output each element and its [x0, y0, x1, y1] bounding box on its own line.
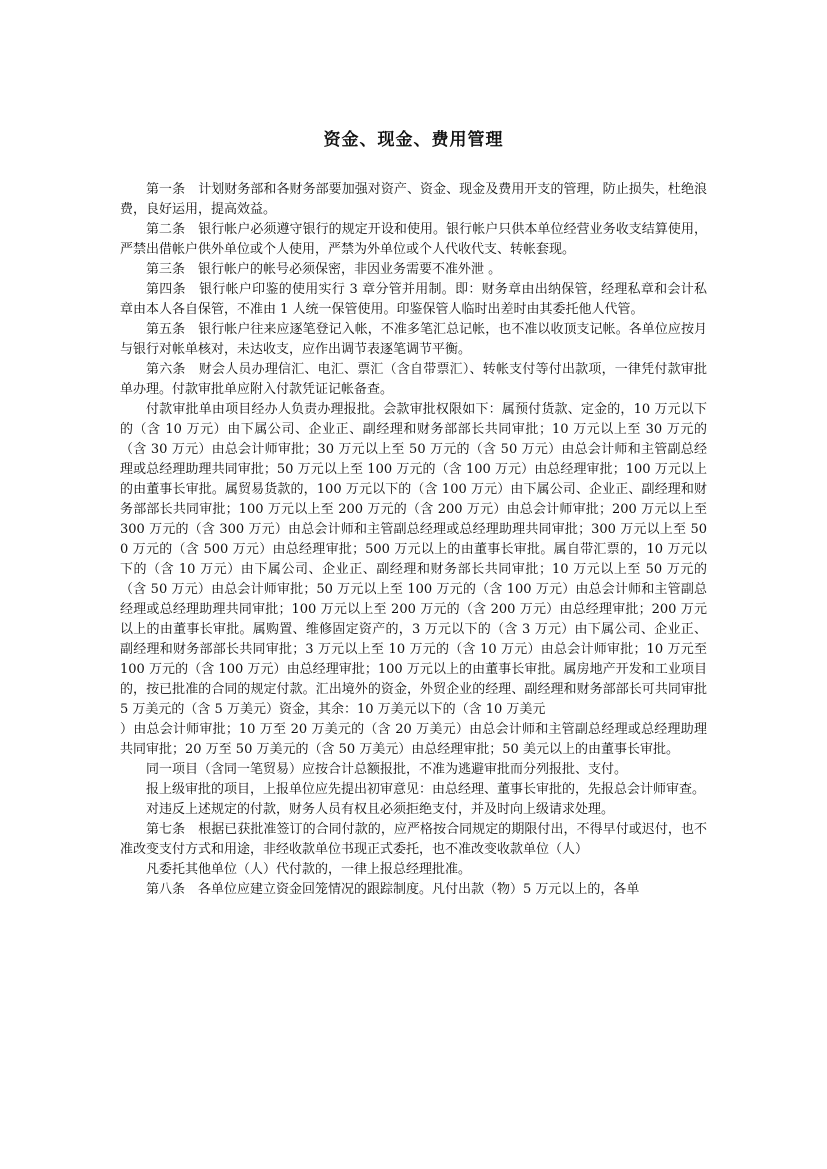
document-title: 资金、现金、费用管理 — [323, 130, 504, 150]
paragraph-entrusted-payment: 凡委托其他单位（人）代付款的，一律上报总经理批准。 — [146, 862, 472, 877]
paragraph-article-3: 第三条 银行帐户的帐号必须保密，非因业务需要不准外泄 。 — [146, 262, 502, 277]
paragraph-article-5: 第五条 银行帐户往来应逐笔登记入帐，不准多笔汇总记帐，也不准以收顶支记帐。各单位应按月与银行对帐单核对，未达收支，应作出调节表逐笔调节平衡。 — [120, 322, 707, 357]
paragraph-article-6: 第六条 财会人员办理信汇、电汇、票汇（含自带票汇）、转帐支付等付出款项，一律凭付款审批单办理。付款审批单应附入付款凭证记帐备查。 — [120, 362, 707, 397]
paragraph-article-1: 第一条 计划财务部和各财务部要加强对资产、资金、现金及费用开支的管理，防止损失，杜绝浪费，良好运用，提高效益。 — [120, 182, 707, 217]
paragraph-superior-approval: 报上级审批的项目，上报单位应先提出初审意见：由总经理、董事长审批的，先报总会计师审查。 — [146, 782, 706, 797]
paragraph-article-2: 第二条 银行帐户必须遵守银行的规定开设和使用。银行帐户只供本单位经营业务收支结算使用，严禁出借帐户供外单位或个人使用，严禁为外单位或个人代收代支、转帐套现。 — [120, 222, 707, 257]
paragraph-payment-approval-continued: ）由总会计师审批；10 万至 20 万美元的（含 20 万美元）由总会计师和主管副总经理或总经理助理共同审批；20 万至 50 万美元的（含 50 万美元）由总经理审批；50 美元以上的由董事长审批。 — [120, 722, 707, 757]
paragraph-article-7: 第七条 根据已获批准签订的合同付款的，应严格按合同规定的期限付出，不得早付或迟付，也不准改变支付方式和用途，非经收款单位书现正式委托，也不准改变收款单位（人） — [120, 822, 707, 857]
paragraph-payment-approval: 付款审批单由项目经办人负责办理报批。会款审批权限如下：属预付货款、定金的，10 万元以下的（含 10 万元）由下属公司、企业正、副经理和财务部部长共同审批；10 万元以上至 30 万元的（含 30 万元）由总会计师审批；30 万元以上至 50 万元的（含 50 万元）由总会计师和主管副总经理或总经理助理共同审批；50 万元以上至 100 万元的（含 100 万元）由总经理审批；100 万元以上的由董事长审批。属贸易货款的，100 万元以下的（含 100 万元）由下属公司、企业正、副经理和财务部部长共同审批；100 万元以上至 200 万元的（含 200 万元）由总会计师审批；200 万元以上至 300 万元的（含 300 万元）由总会计师和主管副总经理或总经理助理共同审批；300 万元以上至 500 万元的（含 500 万元）由总经理审批；500 万元以上的由董事长审批。属自带汇票的，10 万元以下的（含 10 万元）由下属公司、企业正、副经理和财务部长共同审批；10 万元以上至 50 万元的（含 50 万元）由总会计师审批；50 万元以上至 100 万元的（含 100 万元）由总会计师和主管副总经理或总经理助理共同审批；100 万元以上至 200 万元的（含 200 万元）由总经理审批；200 万元以上的由董事长审批。属购置、维修固定资产的，3 万元以下的（含 3 万元）由下属公司、企业正、副经理和财务部部长共同审批；3 万元以上至 10 万元的（含 10 万元）由总会计师审批；10 万元至 100 万元的（含 100 万元）由总经理审批；100 万元以上的由董事长审批。属房地产开发和工业项目的，按已批准的合同的规定付款。汇出境外的资金，外贸企业的经理、副经理和财务部部长可共同审批 5 万美元的（含 5 万美元）资金，其余：10 万美元以下的（含 10 万美元 — [120, 402, 707, 717]
paragraph-article-4: 第四条 银行帐户印鉴的使用实行 3 章分管并用制。即：财务章由出纳保管，经理私章和会计私章由本人各自保管，不准由 1 人统一保管使用。印鉴保管人临时出差时由其委托他人代管。 — [120, 282, 707, 317]
paragraph-violation: 对违反上述规定的付款，财务人员有权且必须拒绝支付，并及时向上级请求处理。 — [146, 802, 615, 817]
paragraph-same-project: 同一项目（含同一笔贸易）应按合计总额报批，不准为逃避审批而分列报批、支付。 — [146, 762, 628, 777]
paragraph-article-8: 第八条 各单位应建立资金回笼情况的跟踪制度。凡付出款（物）5 万元以上的，各单 — [146, 882, 640, 897]
